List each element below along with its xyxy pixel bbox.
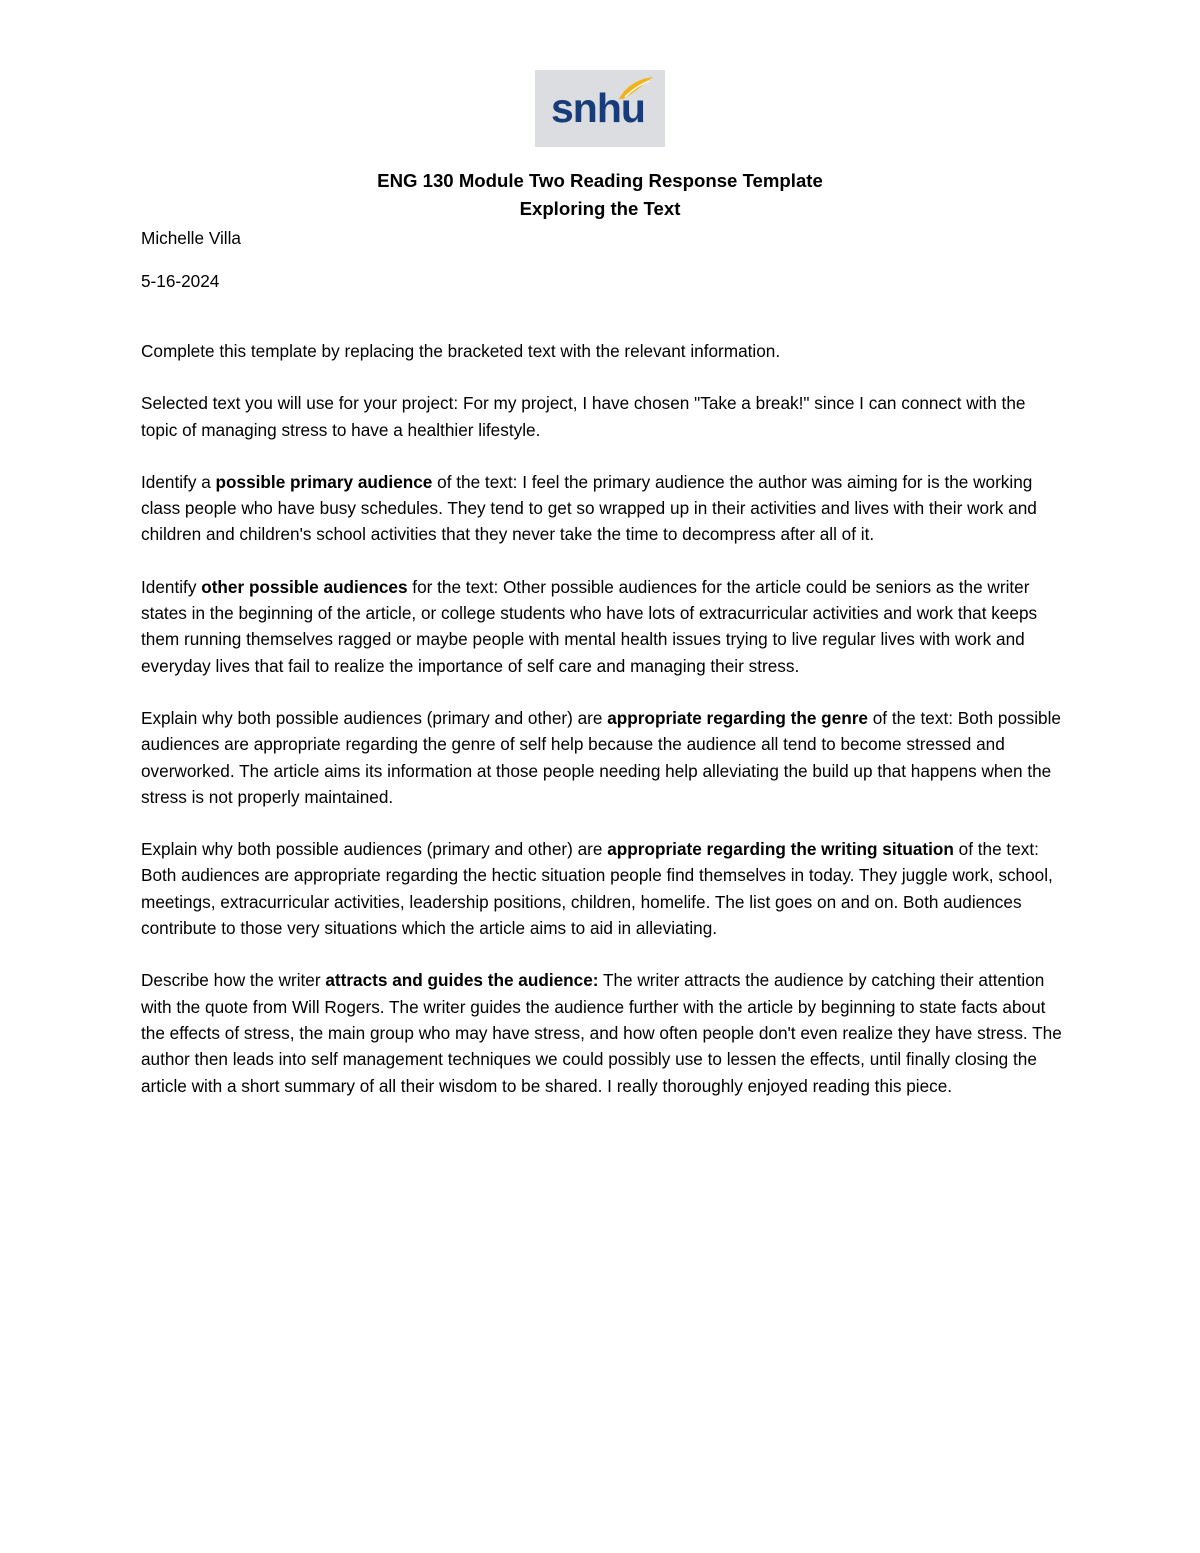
section-prompt: Explain why both possible audiences (primary and other) are <box>141 707 608 728</box>
section-prompt-emphasis: other possible audiences <box>201 576 408 597</box>
section-prompt-emphasis: appropriate regarding the genre <box>607 707 868 728</box>
section-prompt: Identify <box>141 576 202 597</box>
section-prompt-suffix: of the text: <box>432 471 523 492</box>
author-name: Michelle Villa <box>141 228 241 248</box>
page-title: ENG 130 Module Two Reading Response Template <box>377 170 823 191</box>
section-primary-audience <box>141 469 1066 548</box>
section-prompt-suffix: of the text: <box>867 707 958 728</box>
section-prompt-suffix: of the text: <box>953 839 1039 860</box>
section-response: For my project, I have chosen "Take a break!" since I can connect with the topic of managing stress to have a healthier lifestyle. <box>141 393 1026 440</box>
section-prompt-emphasis: possible primary audience <box>215 471 433 492</box>
section-genre <box>141 705 1066 810</box>
section-prompt: Identify a <box>141 471 216 492</box>
section-prompt: Selected text you will use for your project: <box>141 393 463 414</box>
section-response: The writer attracts the audience by catching their attention with the quote from Will Rogers. The writer guides the audience further with the article by beginning to state facts about the effects of stress, the main group who may have stress, and how often people don't even realize they have stress. The author then leads into self management techniques we could possibly use to lessen the effects, until finally closing the article with a short summary of all their wisdom to be shared. I really thoroughly enjoyed reading this piece. <box>141 970 1062 1096</box>
section-prompt: Explain why both possible audiences (primary and other) are <box>141 839 608 860</box>
section-prompt-emphasis: attracts and guides the audience: <box>325 970 599 991</box>
section-writing-situation <box>141 836 1066 941</box>
document-date: 5-16-2024 <box>141 271 220 291</box>
section-attracts-guides <box>141 967 1066 1098</box>
section-prompt-suffix: for the text: <box>407 576 504 597</box>
snhu-logo <box>535 70 665 147</box>
section-response: I feel the primary audience the author was aiming for is the working class people who have busy schedules. They tend to get so wrapped up in their activities and lives with their work and children and children's school activities that they never take the time to decompress after all of it. <box>141 471 1037 545</box>
section-response: Other possible audiences for the article could be seniors as the writer states in the beginning of the article, or college students who have lots of extracurricular activities and work that keeps them running themselves ragged or maybe people with mental health issues trying to live regular lives with work and everyday lives that fail to realize the importance of self care and managing their stress. <box>141 576 1038 676</box>
section-prompt: Describe how the writer <box>141 970 326 991</box>
document-body <box>141 167 1066 1125</box>
section-prompt-emphasis: appropriate regarding the writing situation <box>607 839 954 860</box>
section-response: Both possible audiences are appropriate regarding the genre of self help because the audience all tend to become stressed and overworked. The article aims its information at those people needing help alleviating the build up that happens when the stress is not properly maintained. <box>141 707 1061 807</box>
section-selected-text <box>141 390 1066 443</box>
section-response: Both audiences are appropriate regarding the hectic situation people find themselves in today. They juggle work, school, meetings, extracurricular activities, leadership positions, children, homelife. The list goes on and on. Both audiences contribute to those very situations which the article aims to aid in alleviating. <box>141 865 1053 939</box>
title-block <box>141 167 1059 223</box>
instructions: Complete this template by replacing the bracketed text with the relevant information. <box>141 341 781 361</box>
page-subtitle: Exploring the Text <box>519 198 681 219</box>
logo-wordmark: snhu <box>551 85 645 131</box>
section-other-audiences <box>141 574 1066 679</box>
